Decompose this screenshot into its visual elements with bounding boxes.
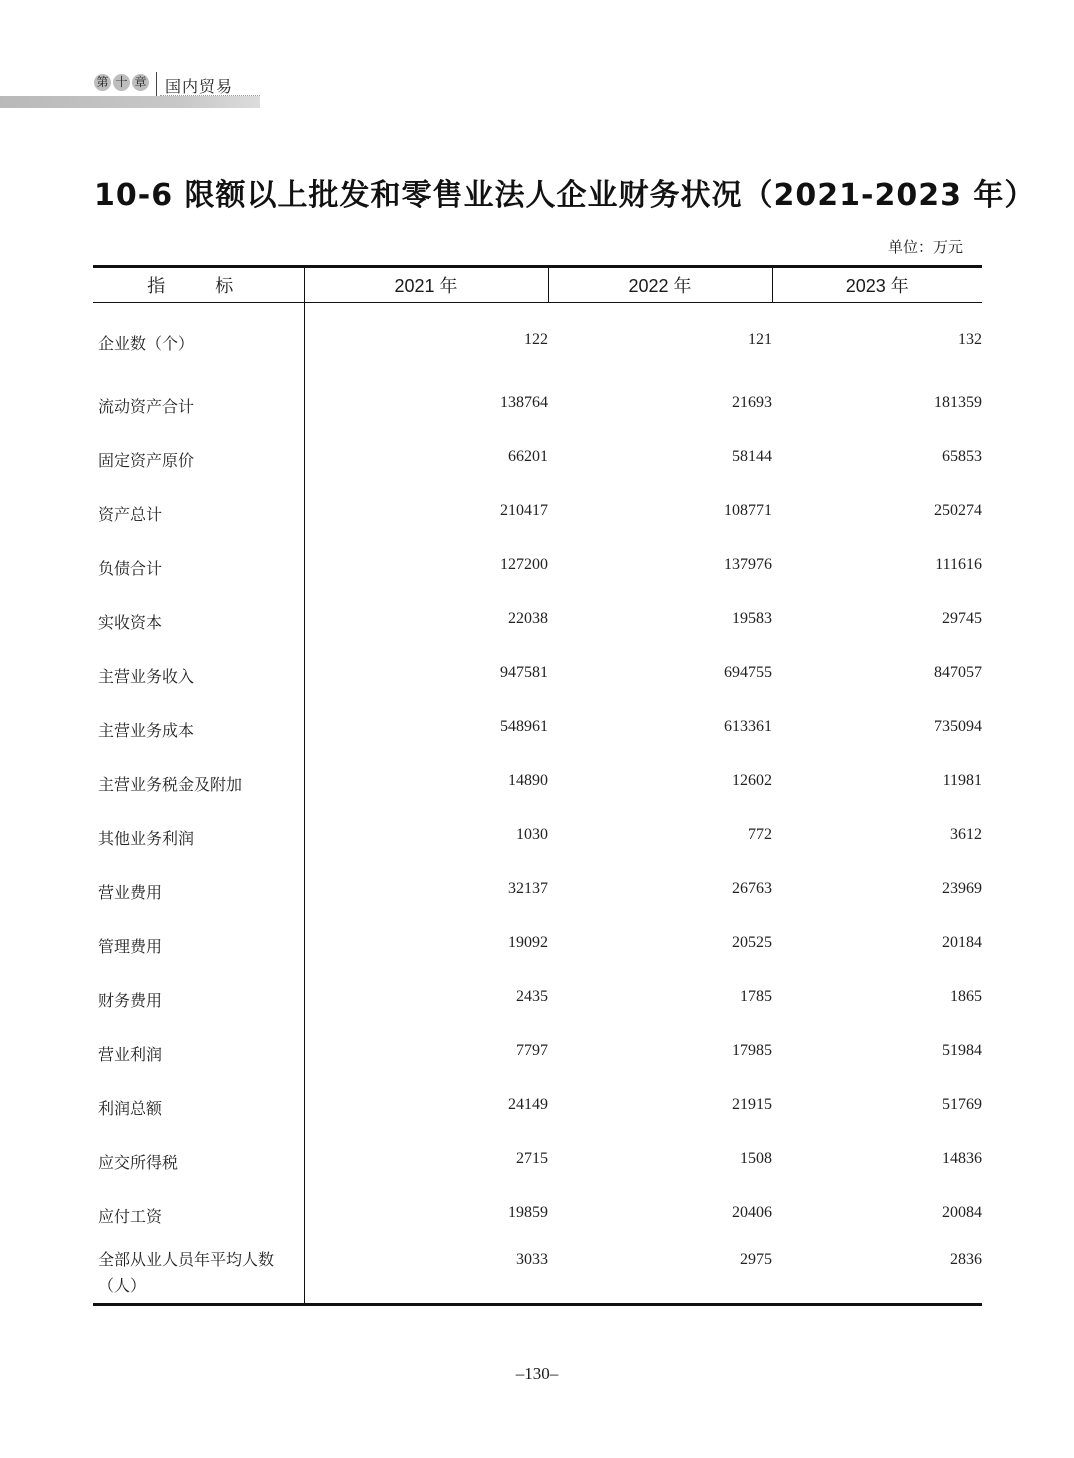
cell-value: 2715 bbox=[516, 1149, 548, 1167]
cell-value: 51984 bbox=[942, 1041, 982, 1059]
cell-value: 548961 bbox=[500, 717, 548, 735]
column-header-indicator: 指 标 bbox=[147, 276, 250, 296]
chapter-char: 章 bbox=[132, 74, 149, 91]
table-row bbox=[93, 689, 982, 743]
row-label: 应交所得税 bbox=[93, 1121, 304, 1175]
cell-value: 11981 bbox=[942, 771, 982, 789]
table-row bbox=[93, 1013, 982, 1067]
table-body bbox=[93, 303, 982, 1305]
cell-value: 7797 bbox=[516, 1041, 548, 1059]
cell-value: 772 bbox=[748, 825, 772, 843]
row-label: 主营业务收入 bbox=[93, 635, 304, 689]
table-header bbox=[93, 267, 982, 303]
table-row bbox=[93, 743, 982, 797]
cell-value: 2435 bbox=[516, 987, 548, 1005]
cell-value: 181359 bbox=[934, 393, 982, 411]
table-row bbox=[93, 1229, 982, 1305]
row-label: 主营业务税金及附加 bbox=[93, 743, 304, 797]
cell-value: 108771 bbox=[724, 501, 772, 519]
table-row bbox=[93, 303, 982, 365]
table-row bbox=[93, 1175, 982, 1229]
cell-value: 58144 bbox=[732, 447, 772, 465]
cell-value: 210417 bbox=[500, 501, 548, 519]
header-gray-bar bbox=[0, 96, 260, 108]
cell-value: 127200 bbox=[500, 555, 548, 573]
cell-value: 14836 bbox=[942, 1149, 982, 1167]
chapter-char: 第 bbox=[94, 74, 111, 91]
table-row bbox=[93, 473, 982, 527]
cell-value: 138764 bbox=[500, 393, 548, 411]
row-label: 营业利润 bbox=[93, 1013, 304, 1067]
table-row bbox=[93, 1067, 982, 1121]
table-row bbox=[93, 905, 982, 959]
row-label: 其他业务利润 bbox=[93, 797, 304, 851]
cell-value: 17985 bbox=[732, 1041, 772, 1059]
row-label: 利润总额 bbox=[93, 1067, 304, 1121]
chapter-char: 十 bbox=[113, 74, 130, 91]
cell-value: 250274 bbox=[934, 501, 982, 519]
column-header-2023: 2023 年 bbox=[772, 267, 982, 303]
table-row bbox=[93, 635, 982, 689]
row-label: 全部从业人员年平均人数（人） bbox=[93, 1229, 304, 1305]
row-label: 财务费用 bbox=[93, 959, 304, 1013]
cell-value: 20525 bbox=[732, 933, 772, 951]
cell-value: 51769 bbox=[942, 1095, 982, 1113]
row-label: 主营业务成本 bbox=[93, 689, 304, 743]
chapter-tag bbox=[94, 74, 149, 91]
financial-table bbox=[93, 265, 982, 1306]
cell-value: 111616 bbox=[935, 555, 982, 573]
row-label: 实收资本 bbox=[93, 581, 304, 635]
row-label: 资产总计 bbox=[93, 473, 304, 527]
cell-value: 19859 bbox=[508, 1203, 548, 1221]
cell-value: 3033 bbox=[516, 1250, 548, 1268]
cell-value: 20406 bbox=[732, 1203, 772, 1221]
table-row bbox=[93, 851, 982, 905]
chapter-separator bbox=[156, 72, 157, 96]
row-label: 负债合计 bbox=[93, 527, 304, 581]
row-label: 管理费用 bbox=[93, 905, 304, 959]
column-header-2021: 2021 年 bbox=[304, 267, 548, 303]
row-label: 企业数（个） bbox=[93, 303, 304, 365]
table-row bbox=[93, 581, 982, 635]
table-row bbox=[93, 419, 982, 473]
cell-value: 21915 bbox=[732, 1095, 772, 1113]
cell-value: 2975 bbox=[740, 1250, 772, 1268]
cell-value: 65853 bbox=[942, 447, 982, 465]
row-label: 流动资产合计 bbox=[93, 365, 304, 419]
page-title: 10-6 限额以上批发和零售业法人企业财务状况（2021-2023 年） bbox=[94, 178, 1036, 213]
cell-value: 19092 bbox=[508, 933, 548, 951]
cell-value: 66201 bbox=[508, 447, 548, 465]
table-row bbox=[93, 959, 982, 1013]
cell-value: 20184 bbox=[942, 933, 982, 951]
cell-value: 1508 bbox=[740, 1149, 772, 1167]
cell-value: 14890 bbox=[508, 771, 548, 789]
table-row bbox=[93, 797, 982, 851]
cell-value: 23969 bbox=[942, 879, 982, 897]
cell-value: 137976 bbox=[724, 555, 772, 573]
cell-value: 1785 bbox=[740, 987, 772, 1005]
cell-value: 21693 bbox=[732, 393, 772, 411]
cell-value: 3612 bbox=[950, 825, 982, 843]
column-header-2022: 2022 年 bbox=[548, 267, 772, 303]
cell-value: 22038 bbox=[508, 609, 548, 627]
cell-value: 26763 bbox=[732, 879, 772, 897]
cell-value: 613361 bbox=[724, 717, 772, 735]
table-header-row bbox=[93, 267, 982, 303]
cell-value: 29745 bbox=[942, 609, 982, 627]
cell-value: 2836 bbox=[950, 1250, 982, 1268]
table-row bbox=[93, 365, 982, 419]
page-number: –130– bbox=[515, 1364, 559, 1383]
cell-value: 19583 bbox=[732, 609, 772, 627]
cell-value: 32137 bbox=[508, 879, 548, 897]
cell-value: 735094 bbox=[934, 717, 982, 735]
cell-value: 694755 bbox=[724, 663, 772, 681]
cell-value: 1030 bbox=[516, 825, 548, 843]
row-label: 营业费用 bbox=[93, 851, 304, 905]
chapter-name: 国内贸易 bbox=[165, 77, 234, 96]
cell-value: 122 bbox=[524, 331, 548, 348]
cell-value: 1865 bbox=[950, 987, 982, 1005]
cell-value: 132 bbox=[958, 331, 982, 348]
cell-value: 121 bbox=[748, 331, 772, 348]
row-label: 应付工资 bbox=[93, 1175, 304, 1229]
table-row bbox=[93, 1121, 982, 1175]
cell-value: 847057 bbox=[934, 663, 982, 681]
cell-value: 947581 bbox=[500, 663, 548, 681]
cell-value: 20084 bbox=[942, 1203, 982, 1221]
table-row bbox=[93, 527, 982, 581]
unit-note: 单位：万元 bbox=[887, 238, 963, 256]
cell-value: 24149 bbox=[508, 1095, 548, 1113]
cell-value: 12602 bbox=[732, 771, 772, 789]
row-label: 固定资产原价 bbox=[93, 419, 304, 473]
